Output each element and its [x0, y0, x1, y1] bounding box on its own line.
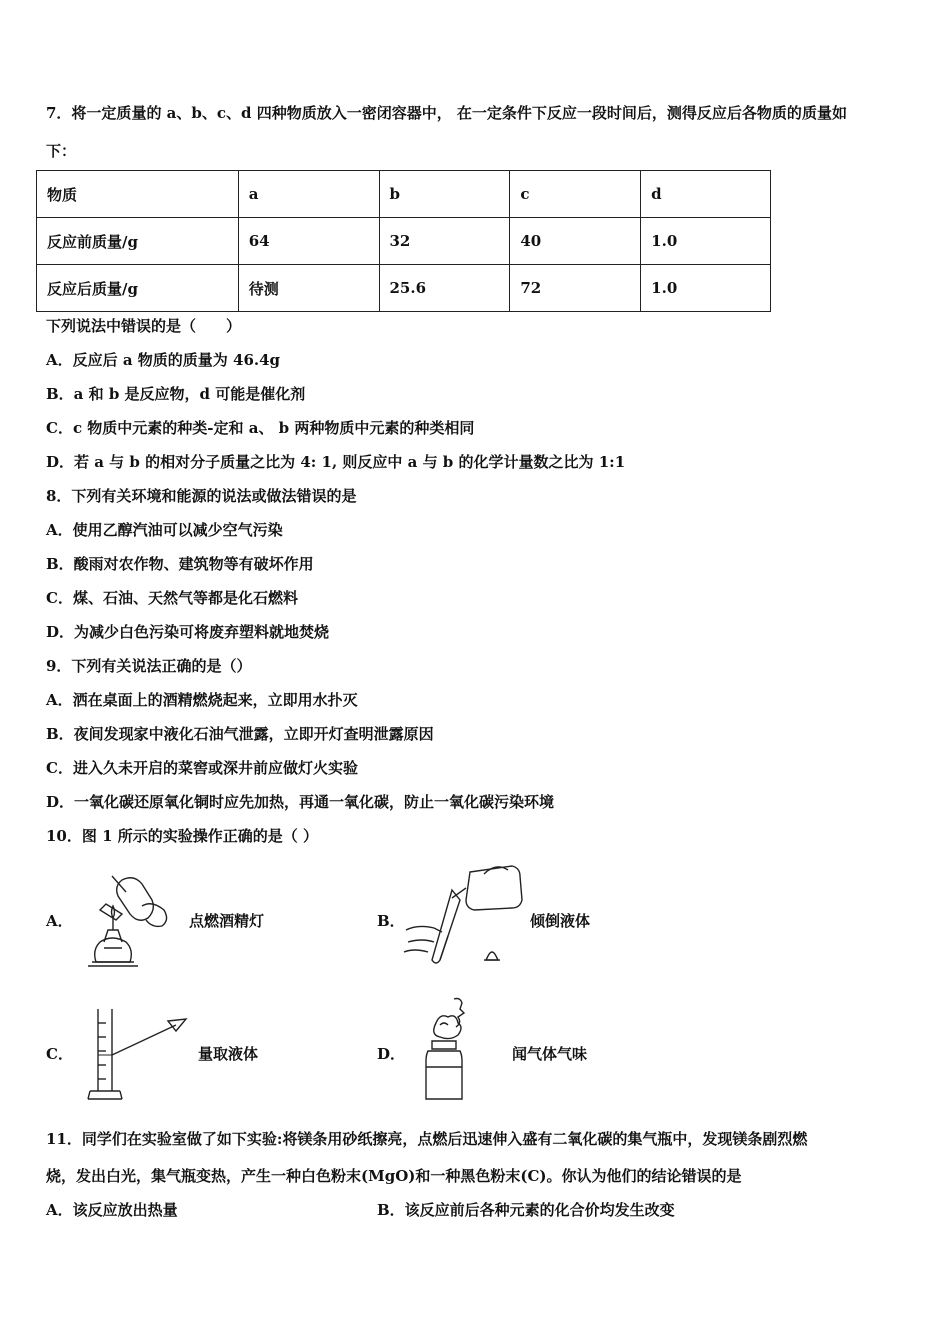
table-cell: 32	[379, 218, 510, 265]
table-cell: 1.0	[641, 265, 771, 312]
q7-question: 下列说法中错误的是（ ）	[46, 317, 242, 335]
table-cell: 待测	[238, 265, 379, 312]
table-header-cell: b	[379, 171, 510, 218]
q7-mass-table	[36, 170, 771, 312]
q7-option-d: D．若 a 与 b 的相对分子质量之比为 4: 1, 则反应中 a 与 b 的化学计量数之比为 1:1	[46, 453, 626, 471]
table-header-cell: c	[510, 171, 641, 218]
q10-option-b-caption: 倾倒液体	[530, 912, 591, 930]
q8-stem: 8．下列有关环境和能源的说法或做法错误的是	[46, 487, 357, 505]
q10-option-c-letter: C．	[46, 1045, 73, 1063]
q11-stem-line2: 烧，发出白光，集气瓶变热，产生一种白色粉末(MgO)和一种黑色粉末(C)。你认为他们的结论错误的是	[46, 1167, 742, 1185]
q9-option-b: B．夜间发现家中液化石油气泄露，立即开灯查明泄露原因	[46, 725, 434, 743]
q9-option-c: C．进入久未开启的菜窖或深井前应做灯火实验	[46, 759, 358, 777]
q10-option-d-letter: D．	[377, 1045, 406, 1063]
q8-option-b: B．酸雨对农作物、建筑物等有破坏作用	[46, 555, 314, 573]
q9-option-d: D．一氧化碳还原氧化铜时应先加热，再通一氧化碳，防止一氧化碳污染环境	[46, 793, 555, 811]
q11-option-a: A．该反应放出热量	[46, 1201, 178, 1219]
q10-option-a-caption: 点燃酒精灯	[189, 912, 265, 930]
table-row	[37, 218, 771, 265]
q7-stem-line2: 下：	[46, 142, 77, 160]
table-header-cell: a	[238, 171, 379, 218]
table-cell: 反应后质量/g	[37, 265, 239, 312]
q10-option-a-letter: A．	[46, 912, 73, 930]
smelling-gas-illustration	[414, 995, 484, 1105]
q9-stem: 9．下列有关说法正确的是（）	[46, 657, 252, 675]
q8-option-c: C．煤、石油、天然气等都是化石燃料	[46, 589, 298, 607]
q11-option-b: B．该反应前后各种元素的化合价均发生改变	[377, 1201, 675, 1219]
table-cell: 反应前质量/g	[37, 218, 239, 265]
q10-option-d-caption: 闻气体气味	[512, 1045, 588, 1063]
table-header-cell: 物质	[37, 171, 239, 218]
q7-stem-line1: 7．将一定质量的 a、b、c、d 四种物质放入一密闭容器中， 在一定条件下反应一段时间后，测得反应后各物质的质量如	[46, 104, 847, 122]
table-cell: 64	[238, 218, 379, 265]
table-row	[37, 265, 771, 312]
q11-stem-line1: 11．同学们在实验室做了如下实验:将镁条用砂纸擦亮，点燃后迅速伸入盛有二氧化碳的集气瓶中，发现镁条剧烈燃	[46, 1130, 808, 1148]
q10-stem: 10．图 1 所示的实验操作正确的是（ ）	[46, 827, 318, 845]
q9-option-a: A．洒在桌面上的酒精燃烧起来，立即用水扑灭	[46, 691, 358, 709]
q7-option-c: C．c 物质中元素的种类-定和 a、 b 两种物质中元素的种类相同	[46, 419, 475, 437]
q7-option-b: B．a 和 b 是反应物，d 可能是催化剂	[46, 385, 306, 403]
q10-option-c-caption: 量取液体	[198, 1045, 259, 1063]
q10-option-b-letter: B．	[377, 912, 405, 930]
table-cell: 25.6	[379, 265, 510, 312]
q8-option-a: A．使用乙醇汽油可以减少空气污染	[46, 521, 283, 539]
graduated-cylinder-illustration	[84, 1003, 194, 1103]
q7-option-a: A．反应后 a 物质的质量为 46.4g	[46, 351, 281, 369]
table-cell: 40	[510, 218, 641, 265]
pouring-liquid-illustration	[400, 860, 530, 970]
q8-option-d: D．为减少白色污染可将废弃塑料就地焚烧	[46, 623, 330, 641]
table-header-row	[37, 171, 771, 218]
table-header-cell: d	[641, 171, 771, 218]
alcohol-lamp-illustration	[82, 870, 177, 970]
table-cell: 72	[510, 265, 641, 312]
table-cell: 1.0	[641, 218, 771, 265]
